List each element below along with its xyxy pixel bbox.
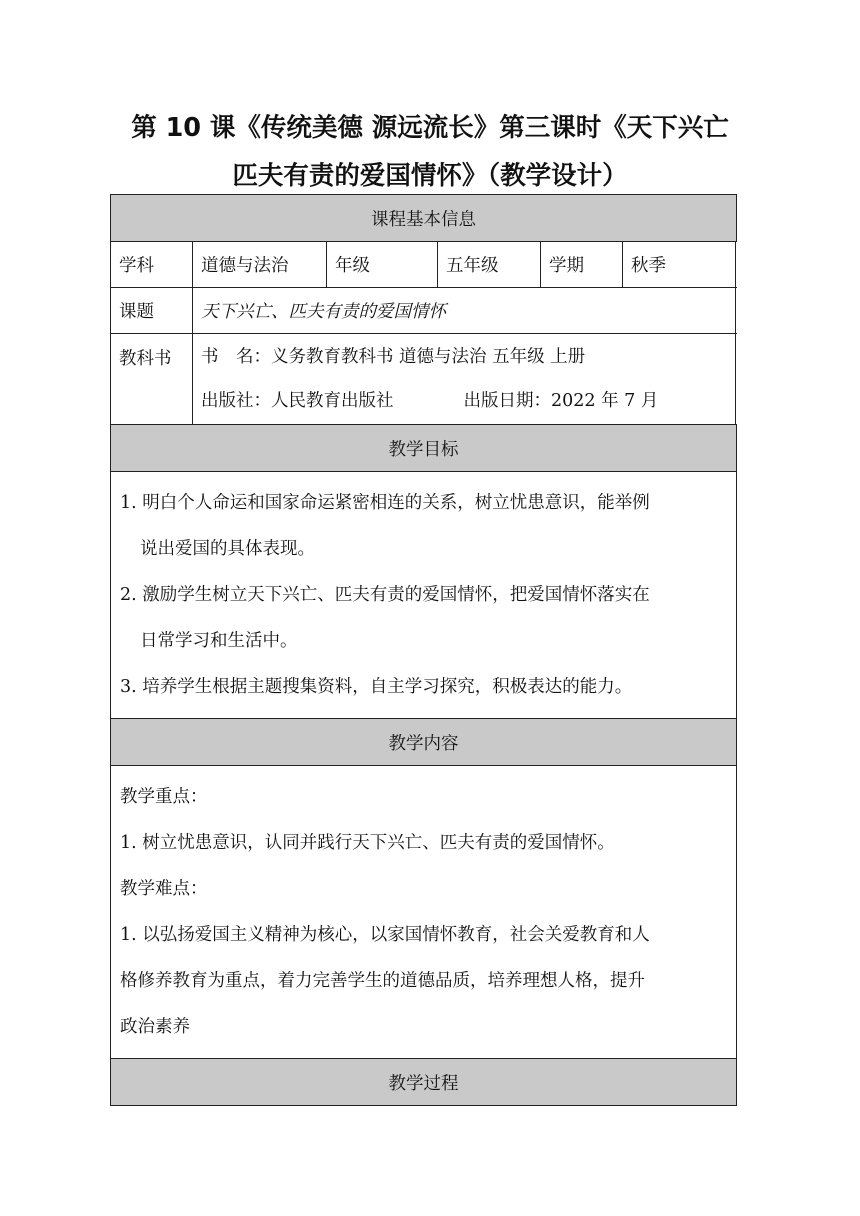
key-point-1: 1. 树立忧患意识，认同并践行天下兴亡、匹夫有责的爱国情怀。 xyxy=(120,833,615,853)
content-section-title: 教学内容 xyxy=(111,719,737,765)
title-line-2: 匹夫有责的爱国情怀》（教学设计） xyxy=(232,161,628,191)
publisher-line xyxy=(201,379,658,423)
textbook-label: 教科书 xyxy=(111,334,193,424)
document-title xyxy=(110,104,750,200)
grade-value: 五年级 xyxy=(438,242,541,287)
title-line-1: 第 10 课《传统美德 源远流长》第三课时《天下兴亡 xyxy=(131,113,729,143)
textbook-details xyxy=(193,334,736,424)
subject-label: 学科 xyxy=(111,242,193,287)
term-value: 秋季 xyxy=(623,242,736,287)
content-header-row xyxy=(111,719,737,766)
grade-label: 年级 xyxy=(327,242,438,287)
subject-row xyxy=(111,242,737,288)
book-name: 书 名：义务教育教科书 道德与法治 五年级 上册 xyxy=(201,347,586,367)
basic-info-header-row xyxy=(111,195,737,242)
lesson-plan-table xyxy=(110,194,737,1106)
process-header-row xyxy=(111,1059,737,1106)
objective-2-line-2: 日常学习和生活中。 xyxy=(140,631,298,651)
objective-1-line-2: 说出爱国的具体表现。 xyxy=(140,539,315,559)
objectives-header-row xyxy=(111,425,737,472)
difficulties-label: 教学难点： xyxy=(120,879,208,899)
publisher: 出版社：人民教育出版社 xyxy=(201,391,394,411)
topic-row xyxy=(111,288,737,334)
difficulty-1-line-2: 格修养教育为重点，着力完善学生的道德品质，培养理想人格，提升 xyxy=(120,971,645,991)
objective-1-line-1: 1. 明白个人命运和国家命运紧密相连的关系，树立忧患意识，能举例 xyxy=(120,493,650,513)
publish-date: 出版日期：2022 年 7 月 xyxy=(463,391,659,411)
key-points-label: 教学重点： xyxy=(120,787,208,807)
topic-label: 课题 xyxy=(111,288,193,333)
objective-2-line-1: 2. 激励学生树立天下兴亡、匹夫有责的爱国情怀，把爱国情怀落实在 xyxy=(120,585,650,605)
textbook-row xyxy=(111,334,737,425)
difficulty-1-line-1: 1. 以弘扬爱国主义精神为核心，以家国情怀教育，社会关爱教育和人 xyxy=(120,925,650,945)
process-section-title: 教学过程 xyxy=(111,1059,737,1105)
term-label: 学期 xyxy=(541,242,623,287)
difficulty-1-line-3: 政治素养 xyxy=(120,1017,190,1037)
content-list xyxy=(111,766,737,1058)
content-row xyxy=(111,766,737,1059)
objectives-row xyxy=(111,472,737,719)
topic-value: 天下兴亡、匹夫有责的爱国情怀 xyxy=(193,288,736,333)
objective-3: 3. 培养学生根据主题搜集资料，自主学习探究，积极表达的能力。 xyxy=(120,677,633,697)
basic-info-section-title: 课程基本信息 xyxy=(111,195,737,241)
objectives-list xyxy=(111,472,737,718)
subject-value: 道德与法治 xyxy=(193,242,327,287)
objectives-section-title: 教学目标 xyxy=(111,425,737,471)
